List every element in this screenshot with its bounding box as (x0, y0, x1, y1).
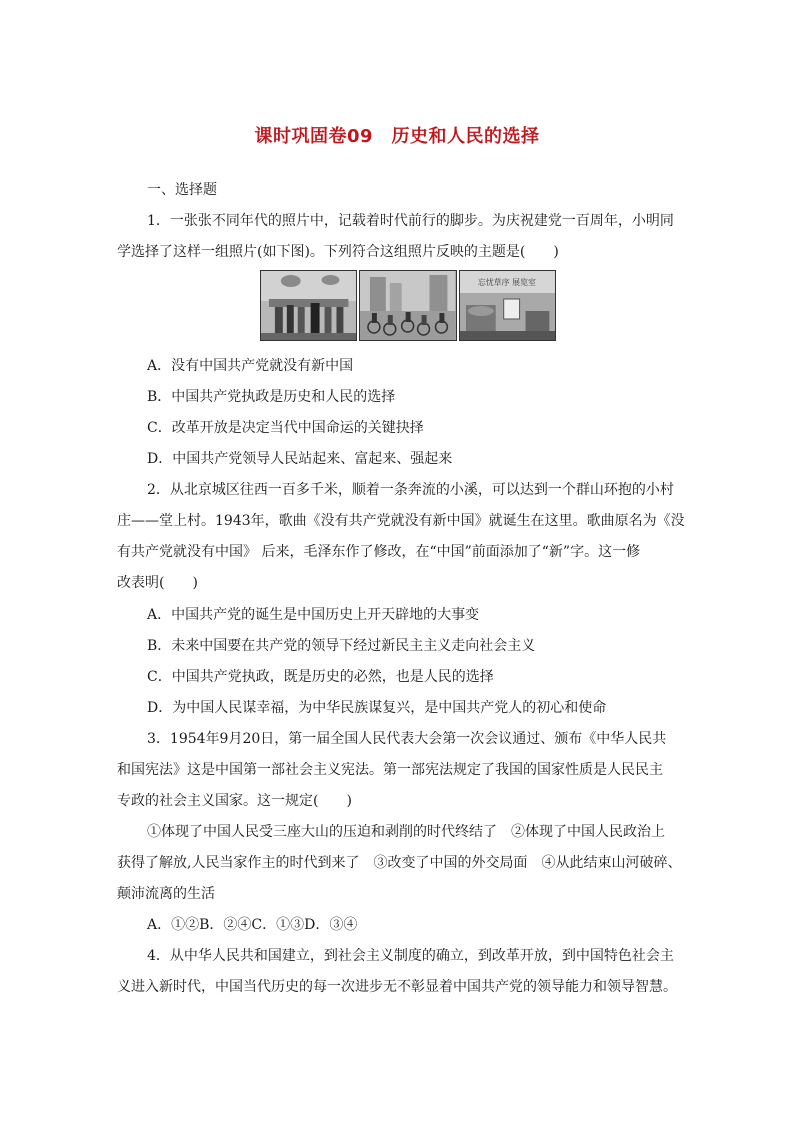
question-2-line-1: 2．从北京城区往西一百多千米，顺着一条奔流的小溪，可以达到一个群山环抱的小村 (147, 482, 674, 498)
question-3-statements-line-1: ①体现了中国人民受三座大山的压迫和剥削的时代终结了 ②体现了中国人民政治上 (147, 824, 665, 840)
question-3-options: A．①②B．②④C．①③D．③④ (147, 917, 358, 933)
question-3-line-3: 专政的社会主义国家。这一规定( ) (117, 793, 352, 809)
photo-founding-ceremony (260, 270, 357, 341)
question-2-line-2: 庄——堂上村。1943年，歌曲《没有共产党就没有新中国》就诞生在这里。歌曲原名为《没 (117, 513, 685, 529)
section-heading: 一、选择题 (147, 182, 217, 198)
question-3-line-1: 3．1954年9月20日，第一届全国人民代表大会第一次会议通过、颁布《中华人民共 (147, 731, 667, 747)
question-1-option-d: D．中国共产党领导人民站起来、富起来、强起来 (147, 451, 453, 467)
question-2-line-4: 改表明( ) (117, 575, 198, 591)
question-3-statements-line-2: 获得了解放,人民当家作主的时代到来了 ③改变了中国的外交局面 ④从此结束山河破碎、 (117, 855, 682, 871)
question-1-option-a: A．没有中国共产党就没有新中国 (147, 358, 354, 374)
photo-caption: 忘忧草序 展览室 (477, 277, 536, 288)
question-2-line-3: 有共产党就没有中国》 后来，毛泽东作了修改，在“中国”前面添加了“新”字。这一修 (117, 544, 641, 560)
question-2-option-c: C．中国共产党执政，既是历史的必然，也是人民的选择 (147, 669, 494, 685)
question-1-line-2: 学选择了这样一组照片(如下图)。下列符合这组照片反映的主题是( ) (117, 244, 559, 260)
photo-exhibition-room (459, 270, 556, 341)
page-title: 课时巩固卷09 历史和人民的选择 (254, 126, 540, 147)
photo-bicycle-street (359, 270, 456, 341)
question-2-option-b: B．未来中国要在共产党的领导下经过新民主主义走向社会主义 (147, 638, 536, 654)
photo-group (260, 270, 556, 341)
question-3-line-2: 和国宪法》这是中国第一部社会主义宪法。第一部宪法规定了我国的国家性质是人民民主 (117, 762, 663, 778)
question-1-line-1: 1．一张张不同年代的照片中，记载着时代前行的脚步。为庆祝建党一百周年，小明同 (147, 213, 674, 229)
question-2-option-a: A．中国共产党的诞生是中国历史上开天辟地的大事变 (147, 607, 480, 623)
question-1-option-b: B．中国共产党执政是历史和人民的选择 (147, 389, 396, 405)
question-3-statements-line-3: 颠沛流离的生活 (117, 886, 215, 902)
question-4-line-2: 义进入新时代，中国当代历史的每一次进步无不彰显着中国共产党的领导能力和领导智慧。 (117, 979, 677, 995)
question-4-line-1: 4．从中华人民共和国建立，到社会主义制度的确立，到改革开放，到中国特色社会主 (147, 948, 674, 964)
question-2-option-d: D．为中国人民谋幸福，为中华民族谋复兴，是中国共产党人的初心和使命 (147, 700, 607, 716)
question-1-option-c: C．改革开放是决定当代中国命运的关键抉择 (147, 420, 424, 436)
